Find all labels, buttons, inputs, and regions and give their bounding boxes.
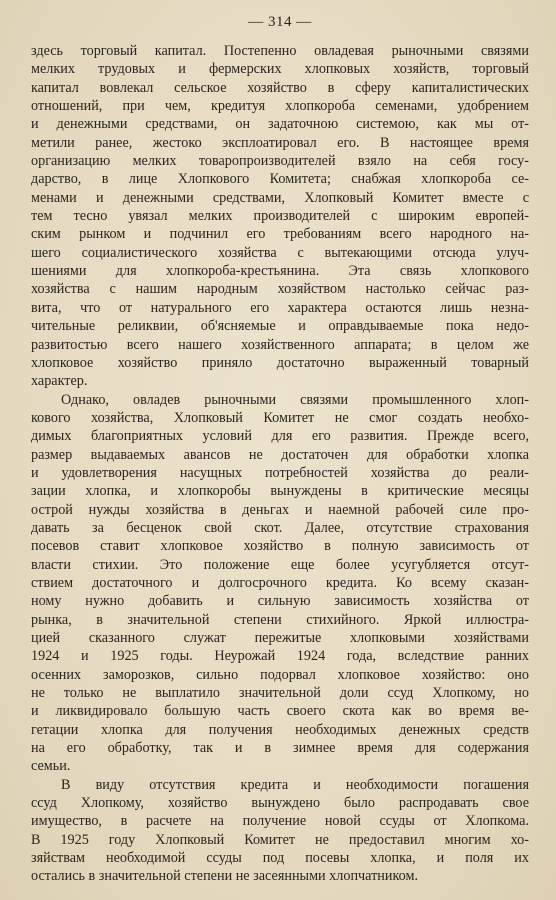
text-line: рынка, в значительной степени стихийного. Яркой иллюстра- xyxy=(31,611,529,628)
text-line: развитостью всего нашего хозяйственного аппарата; в целом же xyxy=(31,336,529,353)
text-line: имущество, в расчете на получение новой ссуды от Хлопкома. xyxy=(31,813,529,830)
text-line: чительные реликвии, об'ясняемые и оправдываемые пока недо- xyxy=(31,318,529,335)
text-line: власти стихии. Это положение еще более усугубляется отсут- xyxy=(31,556,529,573)
text-line: ссуд Хлопкому, хозяйство вынуждено было распродавать свое xyxy=(31,795,529,812)
text-line: гетации хлопка для получения необходимых денежных средств xyxy=(31,721,529,738)
text-line: тем тесно увязал мелких производителей с широким европей- xyxy=(31,208,529,225)
text-line: цией сказанного служат пережитые хлопковыми хозяйствами xyxy=(31,630,529,646)
page-number: — 314 — xyxy=(248,14,312,30)
paragraph xyxy=(31,391,529,776)
paragraph xyxy=(31,42,529,391)
paragraph xyxy=(31,776,529,886)
text-line: В виду отсутствия кредита и необходимости погашения xyxy=(61,776,529,793)
body-text xyxy=(31,42,529,886)
text-line: 1924 и 1925 годы. Неурожай 1924 года, вследствие ранних xyxy=(31,648,529,665)
text-line: размер выдаваемых авансов не достаточен для обработки хлопка xyxy=(31,446,529,463)
text-line: ному нужно добавить и сильную зависимость хозяйства от xyxy=(31,593,529,610)
text-line: зяйствам необходимой ссуды под посевы хлопка, и поля их xyxy=(31,850,529,867)
text-line: ствием достаточного и долгосрочного кредита. Ко всему сказан- xyxy=(31,574,529,591)
text-line: метили ранее, жестоко эксплоатировал его. В настоящее время xyxy=(31,134,529,151)
text-line: посевов ставит хлопковое хозяйство в полную зависимость от xyxy=(31,538,529,555)
text-line: острой нужды хозяйства в деньгах и наемной рабочей силе про- xyxy=(31,501,529,518)
text-line: давать за бесценок свой скот. Далее, отсутствие страхования xyxy=(31,519,529,536)
text-line: мелких трудовых и фермерских хлопковых хозяйств, торговый xyxy=(31,61,529,78)
text-line: хлопковое хозяйство приняло достаточно выраженный товарный xyxy=(31,354,529,371)
text-line: и удовлетворения насущных потребностей хозяйства до реали- xyxy=(31,464,529,481)
text-line: хозяйства с нашим народным хозяйством настолько сейчас раз- xyxy=(31,281,529,298)
text-line: остались в значительной степени не засеянными хлопчатником. xyxy=(31,868,419,885)
text-line: и ликвидировало большую часть своего скота как во время ве- xyxy=(31,703,529,720)
text-line: семьи. xyxy=(31,758,71,775)
text-line: кового хозяйства, Хлопковый Комитет не смог создать необхо- xyxy=(31,409,529,426)
text-line: здесь торговый капитал. Постепенно овладевая рыночными связями xyxy=(31,43,529,59)
text-line: вита, что от натурального его характера остаются лишь незна- xyxy=(31,299,529,316)
text-line: организацию мелких товаропроизводителей взяло на себя госу- xyxy=(31,153,529,170)
text-line: зации хлопка, и хлопкоробы вынуждены в критические месяцы xyxy=(31,483,529,500)
text-line: шего социалистического хозяйства с вытекающими отсюда улуч- xyxy=(31,244,529,261)
text-line: В 1925 году Хлопковый Комитет не предоставил многим хо- xyxy=(31,831,529,848)
text-line: менами и денежными средствами, Хлопковый Комитет вместе с xyxy=(31,189,529,206)
text-line: дарство, в лице Хлопкового Комитета; снабжая хлопкороба се- xyxy=(31,171,529,188)
text-line: не только не выплатило значительной доли ссуд Хлопкому, но xyxy=(31,685,529,702)
text-line: осенних заморозков, сильно подорвал хлопковое хозяйство: оно xyxy=(31,666,529,683)
text-line: отношений, при чем, кредитуя хлопкороба семенами, удобрением xyxy=(31,98,529,115)
text-line: шениями для хлопкороба-крестьянина. Эта связь хлопкового xyxy=(31,263,529,280)
text-line: характер. xyxy=(31,373,88,390)
text-line: димых благоприятных условий для его развития. Прежде всего, xyxy=(31,428,529,445)
text-line: и денежными средствами, он задаточною системою, как мы от- xyxy=(31,116,529,133)
text-line: ским рынком и подчинил его требованиям всего народного на- xyxy=(31,226,529,243)
text-line: Однако, овладев рыночными связями промышленного хлоп- xyxy=(61,391,529,408)
text-line: на его обработку, так и в зимнее время для содержания xyxy=(31,740,529,757)
text-line: капитал вовлекал сельское хозяйство в сферу капиталистических xyxy=(31,79,529,96)
